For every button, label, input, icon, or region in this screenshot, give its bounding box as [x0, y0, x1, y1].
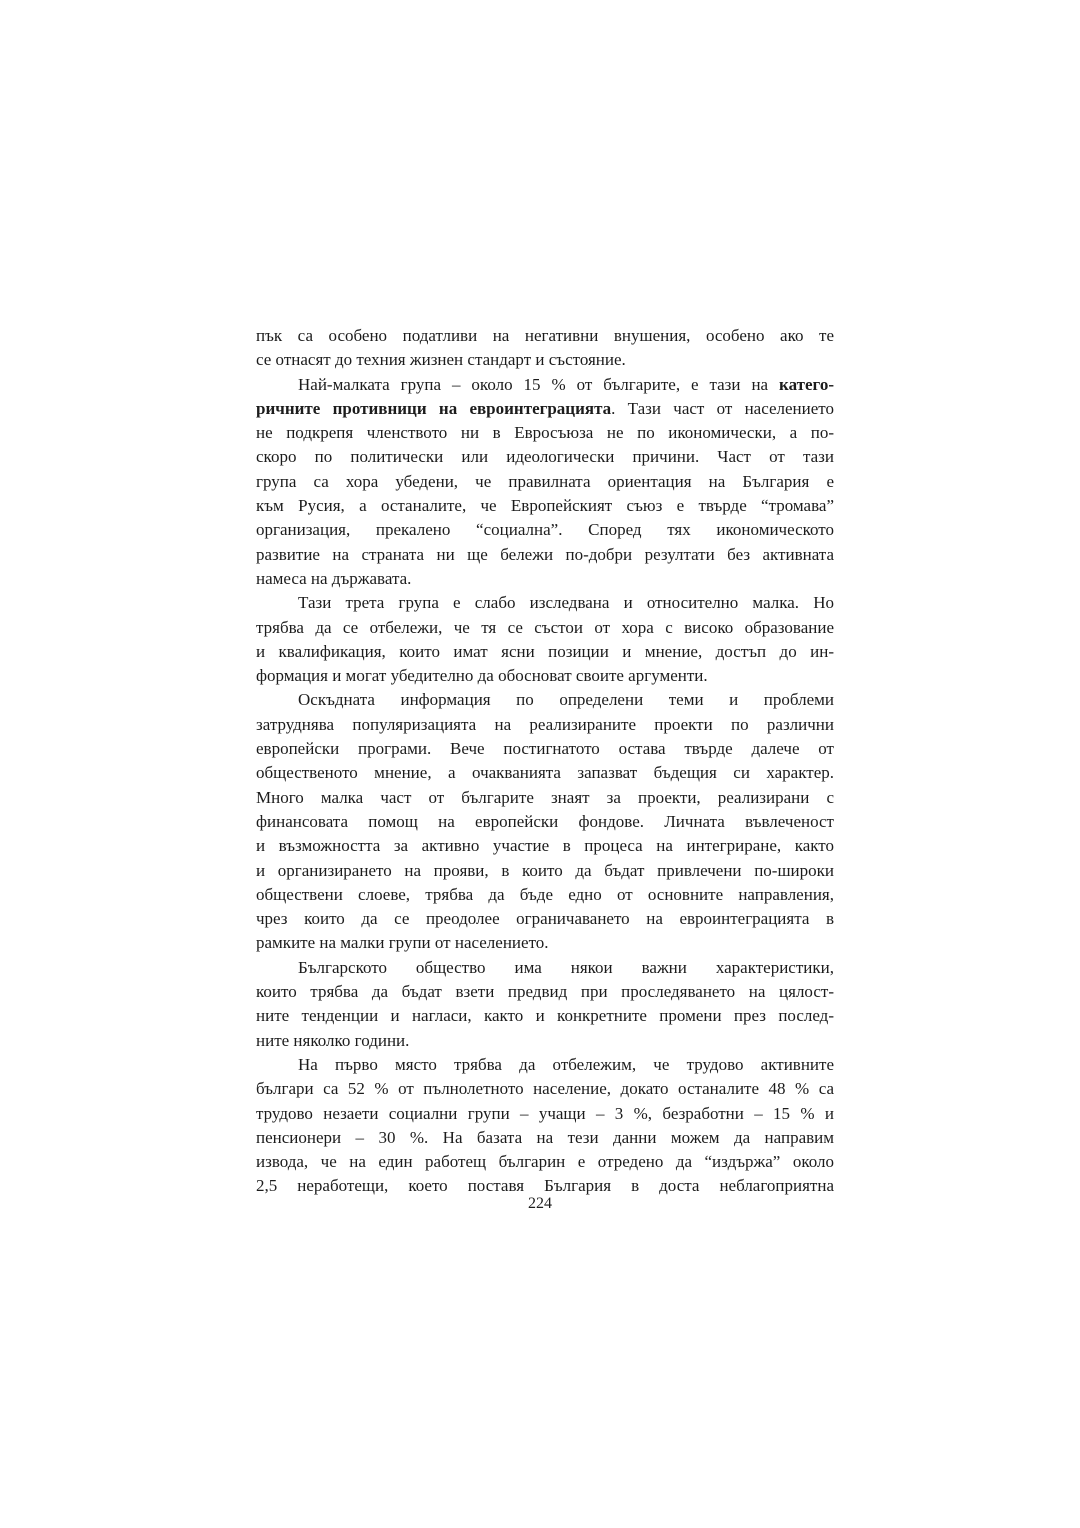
text-line: [256, 810, 834, 834]
text-line: [256, 494, 834, 518]
line-text: намеса на държавата.: [256, 568, 412, 588]
text-line: [256, 421, 834, 445]
line-text: скоро по политически или идеологически причини. Част от тази: [256, 447, 834, 467]
text-line: [256, 1004, 834, 1028]
body-text: [256, 324, 834, 1199]
text-line: [256, 737, 834, 761]
line-text: не подкрепя членството ни в Евросъюза не по икономически, а по-: [256, 423, 834, 443]
text-line: [256, 445, 834, 469]
line-text: които трябва да бъдат взети предвид при проследяването на цялост-: [256, 982, 834, 1002]
line-text: европейски програми. Вече постигнатото остава твърде далече от: [256, 739, 834, 759]
line-text: извода, че на един работещ българин е отредено да “издържа” около: [256, 1152, 834, 1172]
bold-phrase: катего-: [779, 374, 834, 394]
line-text: Тази трета група е слабо изследвана и относително малка. Но: [298, 593, 834, 613]
text-line: [256, 956, 834, 980]
line-text: трябва да се отбележи, че тя се състои от хора с високо образование: [256, 617, 834, 637]
line-text: финансовата помощ на европейски фондове. Личната въвлеченост: [256, 811, 834, 831]
line-text: обществени слоеве, трябва да бъде едно от основните направления,: [256, 884, 834, 904]
line-text: рамките на малки групи от населението.: [256, 933, 549, 953]
text-line: [256, 567, 834, 591]
line-text: пък са особено податливи на негативни внушения, особено ако те: [256, 326, 834, 345]
text-line: [256, 518, 834, 542]
line-text: пенсионери – 30 %. На базата на тези данни можем да направим: [256, 1127, 834, 1147]
text-line: [256, 931, 834, 955]
text-line: [256, 1150, 834, 1174]
line-text: затруднява популяризацията на реализираните проекти по различни: [256, 714, 834, 734]
text-line: [256, 348, 834, 372]
line-text: и квалификация, които имат ясни позиции и мнение, достъп до ин-: [256, 641, 834, 661]
text-line: [256, 786, 834, 810]
line-text: На първо място трябва да отбележим, че трудово активните: [298, 1054, 834, 1074]
text-line: [256, 397, 834, 421]
line-text: Най-малката група – около 15 % от българите, е тази на: [298, 374, 780, 394]
line-text: . Тази част от населението: [611, 398, 834, 418]
line-text: група са хора убедени, че правилната ориентация на България е: [256, 471, 834, 491]
paragraph: [256, 324, 834, 373]
line-text: трудово незаети социални групи – учащи – 3 %, безработни – 15 % и: [256, 1103, 834, 1123]
line-text: Много малка част от българите знаят за проекти, реализирани с: [256, 787, 834, 807]
text-line: [256, 688, 834, 712]
text-line: [256, 1077, 834, 1101]
text-line: [256, 1126, 834, 1150]
text-line: [256, 834, 834, 858]
bold-phrase: ричните противници на евроинтеграцията: [256, 398, 612, 418]
text-line: [256, 640, 834, 664]
text-line: [256, 1102, 834, 1126]
line-text: ните тенденции и нагласи, както и конкретните промени през послед-: [256, 1006, 834, 1026]
text-line: [256, 373, 834, 397]
line-text: ните няколко години.: [256, 1030, 410, 1050]
paragraph: [256, 956, 834, 1053]
text-line: [256, 591, 834, 615]
paragraph: [256, 591, 834, 688]
line-text: към Русия, а останалите, че Европейският съюз е твърде “тромава”: [256, 496, 834, 516]
text-line: [256, 713, 834, 737]
text-line: [256, 883, 834, 907]
line-text: организация, прекалено “социална”. Според тях икономическото: [256, 520, 834, 540]
text-line: [256, 859, 834, 883]
text-line: [256, 324, 834, 348]
paragraph: [256, 373, 834, 592]
text-line: [256, 1029, 834, 1053]
text-line: [256, 470, 834, 494]
page-number: 224: [528, 1195, 552, 1212]
line-text: чрез които да се преодолее ограничаването на евроинтеграцията в: [256, 909, 834, 929]
line-text: се отнасят до техния жизнен стандарт и състояние.: [256, 350, 626, 370]
line-text: развитие на страната ни ще бележи по-добри резултати без активната: [256, 544, 834, 564]
text-line: [256, 543, 834, 567]
text-line: [256, 907, 834, 931]
text-line: [256, 616, 834, 640]
line-text: общественото мнение, а очакванията запазват бъдещия си характер.: [256, 763, 834, 783]
line-text: Оскъдната информация по определени теми и проблеми: [298, 690, 834, 710]
text-line: [256, 980, 834, 1004]
paragraph: [256, 1053, 834, 1199]
line-text: българи са 52 % от пълнолетното население, докато останалите 48 % са: [256, 1079, 834, 1099]
line-text: формация и могат убедително да обосноват своите аргументи.: [256, 666, 708, 686]
text-line: [256, 664, 834, 688]
line-text: и организирането на прояви, в които да бъдат привлечени по-широки: [256, 860, 834, 880]
paragraph: [256, 688, 834, 955]
text-line: [256, 1053, 834, 1077]
line-text: Българското общество има някои важни характеристики,: [298, 957, 834, 977]
text-line: [256, 761, 834, 785]
line-text: и възможността за активно участие в процеса на интегриране, както: [256, 836, 834, 856]
line-text: 2,5 неработещи, което поставя България в доста неблагоприятна: [256, 1176, 834, 1196]
